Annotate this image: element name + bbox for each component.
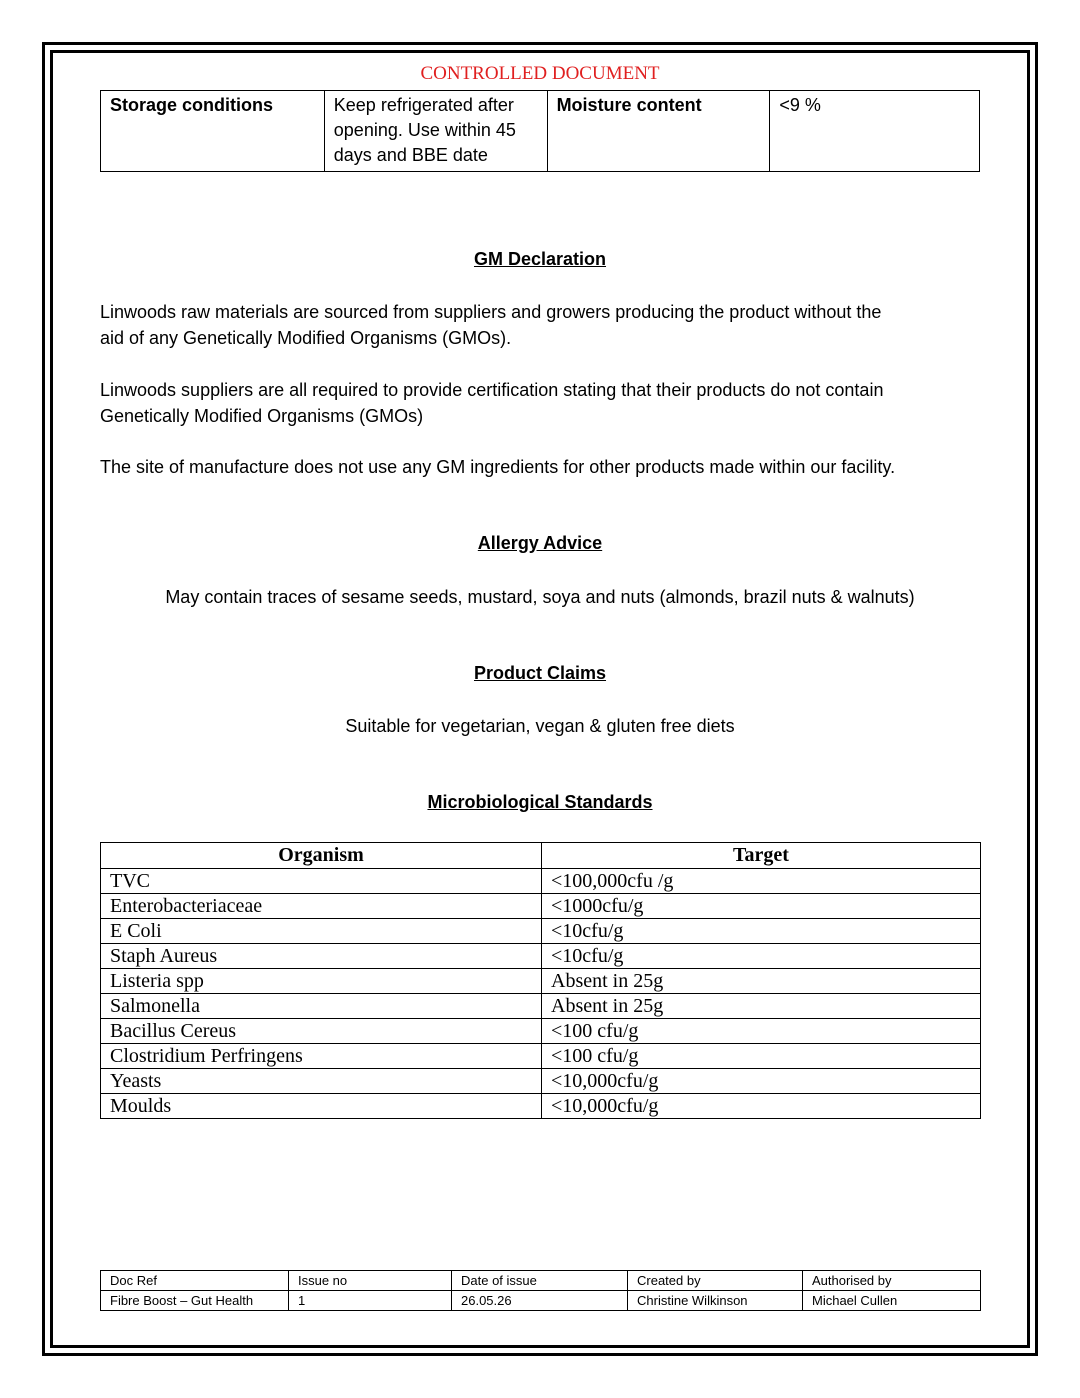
gm-paragraph-1: [100, 299, 980, 351]
organism-cell: Enterobacteriaceae: [101, 894, 542, 919]
footer-header-authorised-by: Authorised by: [803, 1271, 981, 1291]
gm-paragraph-2: [100, 377, 980, 429]
footer-header-row: [101, 1271, 981, 1291]
organism-cell: Listeria spp: [101, 969, 542, 994]
organism-cell: TVC: [101, 869, 542, 894]
table-row: [101, 1094, 981, 1119]
table-row: [101, 1044, 981, 1069]
organism-cell: Salmonella: [101, 994, 542, 1019]
storage-value-line: Keep refrigerated after: [333, 95, 514, 115]
table-row: [101, 944, 981, 969]
footer-value-row: [101, 1291, 981, 1311]
table-row: [101, 1019, 981, 1044]
organism-cell: Bacillus Cereus: [101, 1019, 542, 1044]
gm-heading: GM Declaration: [473, 249, 607, 269]
moisture-value: <9 %: [770, 91, 980, 172]
target-cell: <10cfu/g: [542, 919, 981, 944]
column-header-organism: Organism: [101, 843, 542, 869]
organism-cell: Clostridium Perfringens: [101, 1044, 542, 1069]
gm-paragraph-line: Linwoods raw materials are sourced from suppliers and growers producing the product without the: [100, 302, 882, 322]
allergy-heading: Allergy Advice: [477, 533, 603, 553]
micro-heading: Microbiological Standards: [427, 792, 653, 812]
target-cell: <10,000cfu/g: [542, 1094, 981, 1119]
footer-header-created-by: Created by: [628, 1271, 803, 1291]
footer-doc-ref-value: Fibre Boost – Gut Health: [101, 1291, 289, 1311]
gm-paragraph-line: Genetically Modified Organisms (GMOs): [100, 406, 424, 426]
allergy-text: May contain traces of sesame seeds, mustard, soya and nuts (almonds, brazil nuts & walnuts): [165, 587, 915, 607]
gm-paragraph-line: aid of any Genetically Modified Organisms (GMOs).: [100, 328, 512, 348]
footer-authorised-by-value: Michael Cullen: [803, 1291, 981, 1311]
footer-issue-no-value: 1: [289, 1291, 452, 1311]
table-row: [101, 869, 981, 894]
footer-header-issue-no: Issue no: [289, 1271, 452, 1291]
table-row: [101, 894, 981, 919]
document-footer-table: [100, 1270, 981, 1311]
target-cell: <100 cfu/g: [542, 1019, 981, 1044]
table-row: [101, 1069, 981, 1094]
gm-paragraph-3: The site of manufacture does not use any GM ingredients for other products made within our facility.: [100, 457, 896, 477]
table-row: [101, 919, 981, 944]
controlled-document-label: CONTROLLED DOCUMENT: [420, 63, 660, 84]
organism-cell: Moulds: [101, 1094, 542, 1119]
target-cell: <1000cfu/g: [542, 894, 981, 919]
target-cell: <100,000cfu /g: [542, 869, 981, 894]
gm-paragraph-line: Linwoods suppliers are all required to provide certification stating that their products do not contain: [100, 380, 884, 400]
storage-table: [100, 90, 980, 172]
claims-text: Suitable for vegetarian, vegan & gluten free diets: [345, 716, 735, 736]
page-border-inner: [50, 50, 1030, 1348]
organism-cell: Yeasts: [101, 1069, 542, 1094]
footer-created-by-value: Christine Wilkinson: [628, 1291, 803, 1311]
column-header-target: Target: [542, 843, 981, 869]
micro-header-row: [101, 843, 981, 869]
claims-heading: Product Claims: [473, 663, 607, 683]
target-cell: Absent in 25g: [542, 969, 981, 994]
target-cell: Absent in 25g: [542, 994, 981, 1019]
organism-cell: E Coli: [101, 919, 542, 944]
storage-row: [101, 91, 980, 172]
table-row: [101, 994, 981, 1019]
footer-header-date-of-issue: Date of issue: [452, 1271, 628, 1291]
storage-value-line: opening. Use within 45: [333, 120, 516, 140]
target-cell: <10,000cfu/g: [542, 1069, 981, 1094]
storage-value: [324, 91, 547, 172]
footer-header-doc-ref: Doc Ref: [101, 1271, 289, 1291]
table-row: [101, 969, 981, 994]
organism-cell: Staph Aureus: [101, 944, 542, 969]
target-cell: <100 cfu/g: [542, 1044, 981, 1069]
footer-date-of-issue-value: 26.05.26: [452, 1291, 628, 1311]
target-cell: <10cfu/g: [542, 944, 981, 969]
storage-label: Storage conditions: [101, 91, 325, 172]
storage-value-line: days and BBE date: [333, 145, 488, 165]
micro-table: [100, 842, 981, 1119]
moisture-label: Moisture content: [547, 91, 770, 172]
